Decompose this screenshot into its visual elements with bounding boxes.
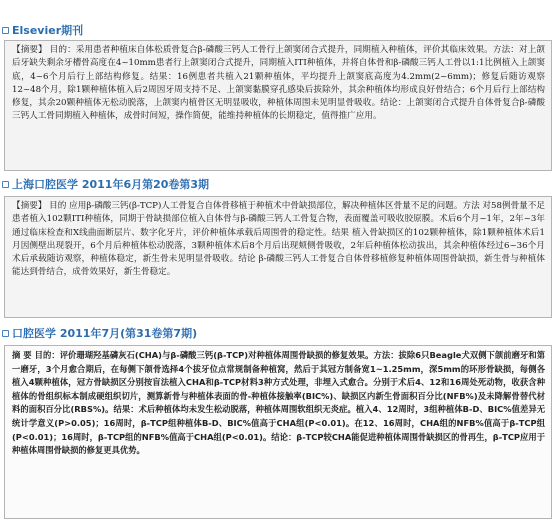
abstract-box-1: 【摘要】 目的：采用患者种植床自体松质骨复合β-磷酸三钙人工骨行上颌窦闭合式提升，同期植入种植体，评价其临床效果。方法：对上颌后牙缺失剩余牙槽骨高度在4~10mm患者行上颌窦闭合式提升，同期植入ITI种植体，并将自体骨和β-磷酸三钙人工骨以1:1比例植入上颌窦底，4~6个月后行上部结构修复。结果：16例患者共植入21颗种植体，平均提升上颌窦底高度为4.2mm(2~6mm)；修复后随访观察12~48个月，除1颗种植体植入后2周因牙周支持不足、上颌窦黏膜穿孔感染后拔除外，其余种植体均形成良好骨结合；6个月后行上部结构修复，其余20颗种植体无松动脱落，上颌窦内植骨区无明显吸收，种植体周围未见明显骨吸收。结论：上颌窦闭合式提升自体骨复合β-磷酸三钙人工骨同期植入种植体，成骨时间短，操作简便，能维持种植体的长期稳定，值得推广应用。 — [4, 40, 552, 171]
section-header-1 — [0, 21, 560, 39]
section-title: 上海口腔医学 2011年6月第20卷第3期 — [12, 178, 210, 191]
section-header-3 — [0, 324, 560, 342]
abstract-box-2: 【摘要】 目的 应用β-磷酸三钙(β-TCP)人工骨复合自体骨移植于种植术中骨缺损部位，解决种植体区骨量不足的问题。方法 对58例骨量不足患者植入102颗ITI种植体，同期于骨缺损部位植入自体骨与β-磷酸三钙人工骨复合物，表面覆盖可吸收胶原膜。术后6个月~1年，2年~3年通过临床检查和X线曲面断层片、数字化牙片，评价种植体承载后周围骨的稳定性。结果 植入骨缺损区的102颗种植体，除1颗种植体术后1月因侧壁出现裂开，6个月后种植体松动脱落，3颗种植体术后8个月后出现颊侧骨吸收，2年后种植体松动拔出，其余种植体经过6~36个月术后承载随访观察，种植体稳定，新生骨未见明显骨吸收。结论 β-磷酸三钙人工骨复合自体骨移植修复种植体周围骨缺损，新生骨与种植体能达到骨结合，成骨效果好，新生骨稳定。 — [4, 196, 552, 318]
square-bullet-icon — [2, 330, 9, 337]
section-title: Elsevier期刊 — [12, 24, 84, 37]
section-header-2 — [0, 175, 560, 193]
square-bullet-icon — [2, 27, 9, 34]
square-bullet-icon — [2, 181, 9, 188]
abstract-box-3: 摘 要 目的：评价珊瑚羟基磷灰石(CHA)与β-磷酸三钙(β-TCP)对种植体周围骨缺损的修复效果。方法：拔除6只Beagle犬双侧下颌前磨牙和第一磨牙，3个月愈合期后，在每侧下颌骨选择4个拔牙位点常规制备种植窝，然后于其冠方制备宽1~1.25mm，深5mm的环形骨缺损，每侧各植入4颗种植体，冠方骨缺损区分别按盲法植入CHA和β-TCP材料3种方式处理，非埋入式愈合。分别于术后4、12和16周处死动物，收获含种植体的骨组织标本制成硬组织切片，测算新骨与种植体表面的骨-种植体接触率(BIC%)、缺损区内新生骨面积百分比(NFB%)及未降解骨替代材料的面积百分比(RBS%)。结果：术后种植体均未发生松动脱落，种植体周围软组织无炎症。植入4、12周时，3组种植体B-D、BIC%值差异无统计学意义(P>0.05)；16周时，β-TCP组种植体B-D、BIC%值高于CHA组(P<0.01)。在12、16周时，CHA组的NFB%值高于β-TCP组(P<0.01)；16周时，β-TCP组的NFB%值高于CHA组(P<0.01)。结论：β-TCP较CHA能促进种植体周围骨缺损区的骨再生，β-TCP应用于种植体周围骨缺损的修复更具优势。 — [4, 345, 552, 519]
section-title: 口腔医学 2011年7月(第31卷第7期) — [12, 327, 198, 340]
